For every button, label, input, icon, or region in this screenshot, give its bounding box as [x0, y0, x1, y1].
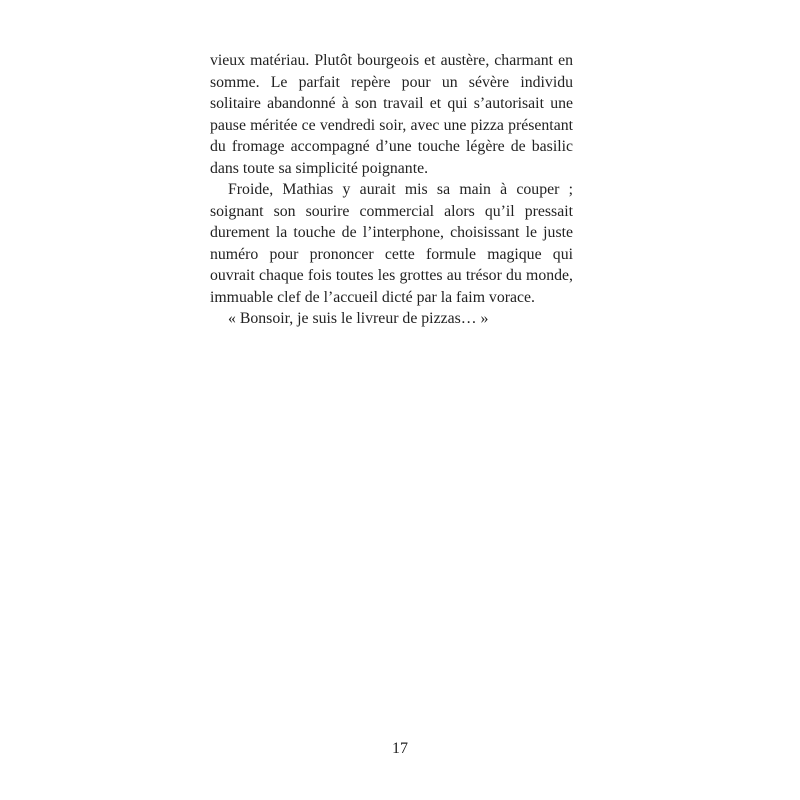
- page-number: 17: [392, 740, 408, 757]
- paragraph-continuation: vieux matériau. Plutôt bourgeois et austère, charmant en somme. Le parfait repère pour un sévère individu solitaire abandonné à son travail et qui s’autorisait une pause méritée ce vendredi soir, avec une pizza présentant du fromage accompagné d’une touche légère de basilic dans toute sa simplicité poignante.: [210, 52, 573, 177]
- body-text: [210, 50, 573, 330]
- dialogue-line: « Bonsoir, je suis le livreur de pizzas… »: [228, 310, 489, 327]
- paragraph: Froide, Mathias y aurait mis sa main à couper ; soignant son sourire commercial alors qu’il pressait durement la touche de l’interphone, choisissant le juste numéro pour prononcer cette formule magique qui ouvrait chaque fois toutes les grottes au trésor du monde, immuable clef de l’accueil dicté par la faim vorace.: [210, 181, 573, 306]
